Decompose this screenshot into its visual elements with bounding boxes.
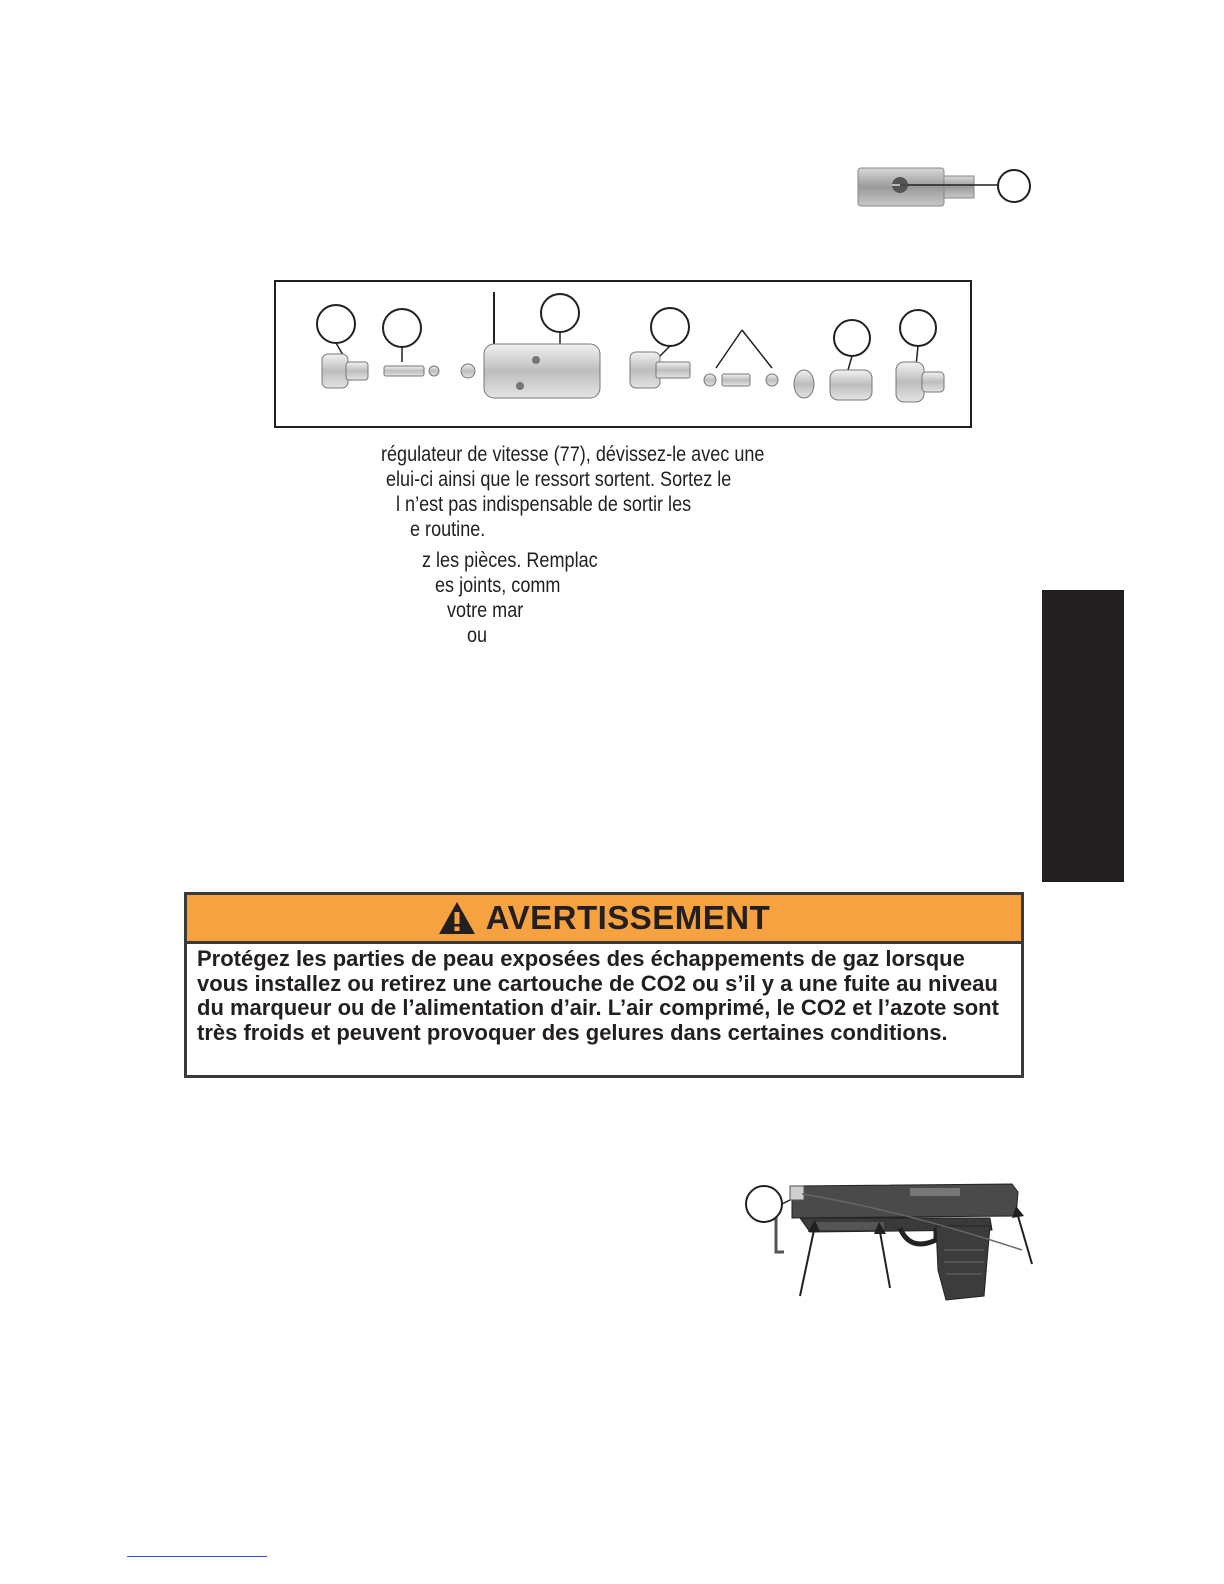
body-text-line: votre mar	[447, 599, 524, 622]
section-tab	[1042, 590, 1124, 882]
warning-triangle-icon	[438, 901, 476, 935]
body-text-line: régulateur de vitesse (77), dévissez-le avec une	[381, 443, 765, 466]
body-text-line: elui-ci ainsi que le ressort sortent. Sortez le	[386, 468, 732, 491]
warning-body: Protégez les parties de peau exposées des échappements de gaz lorsque vous installez ou retirez une cartouche de CO2 ou s’il y a une fuite au niveau du marqueur ou de l’alimentation d’air. L’air comprimé, le CO2 et l’azote sont très froids et peuvent provoquer des gelures dans certaines conditions.	[197, 946, 999, 1045]
body-text-line: z les pièces. Remplac	[422, 549, 598, 572]
body-text-line: ou	[467, 624, 488, 647]
warning-title: AVERTISSEMENT	[485, 899, 771, 936]
warning-header	[187, 895, 1021, 944]
valve-part-figure	[850, 160, 1040, 210]
body-text-line: e routine.	[410, 518, 486, 541]
marker-pistol-figure	[740, 1170, 1040, 1310]
body-text-line: es joints, comm	[435, 574, 561, 597]
exploded-parts-diagram	[274, 280, 972, 428]
warning-box	[184, 892, 1024, 1078]
body-text-line: l n’est pas indispensable de sortir les	[396, 493, 692, 516]
footer-link-underline[interactable]	[127, 1556, 267, 1557]
